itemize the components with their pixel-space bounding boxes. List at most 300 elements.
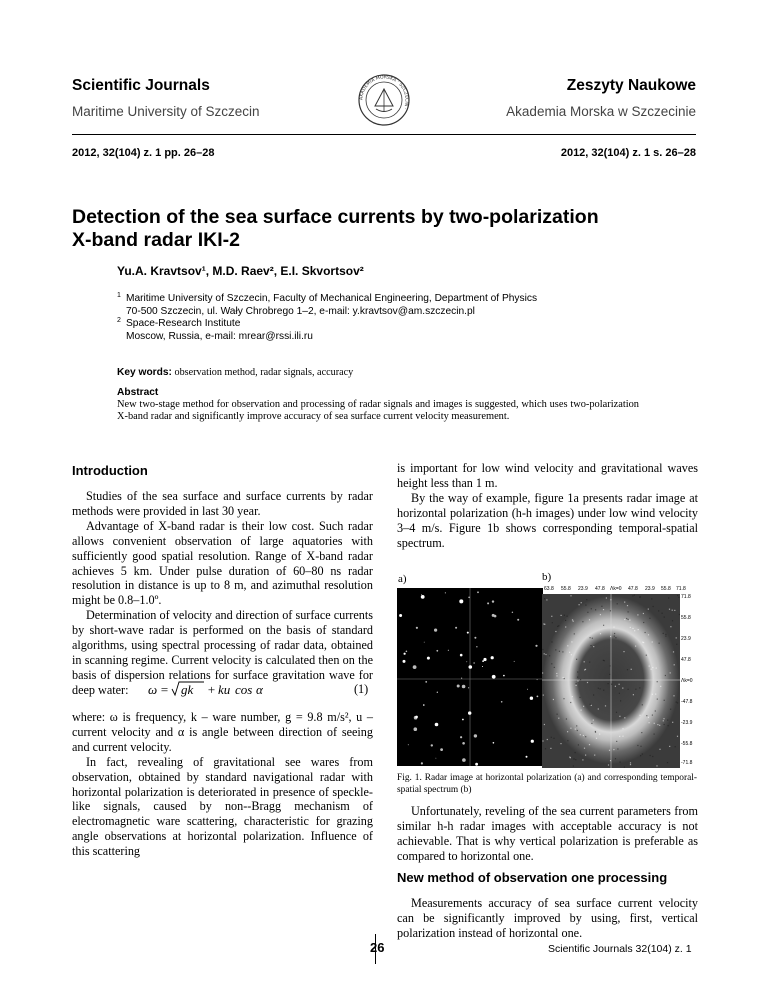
- spectrum-speckle: [630, 764, 631, 765]
- spectrum-speckle: [576, 685, 577, 686]
- radar-speckle: [406, 651, 408, 653]
- radar-speckle: [459, 599, 463, 603]
- spectrum-speckle: [652, 667, 653, 668]
- spectrum-speckle: [589, 744, 590, 745]
- radar-speckle: [462, 685, 466, 689]
- figure-1b-plot: [542, 594, 680, 768]
- spectrum-speckle: [569, 652, 570, 653]
- radar-speckle: [501, 701, 503, 703]
- spectrum-speckle: [590, 704, 591, 705]
- spectrum-speckle: [591, 723, 592, 724]
- spectrum-speckle: [582, 621, 583, 622]
- figure-1b-top-ticks: 63.8 55.8 23.9 47.8 Λk=0 47.8 23.9 55.8 71.8: [544, 586, 686, 592]
- spectrum-speckle: [616, 741, 617, 742]
- radar-speckle: [431, 744, 433, 746]
- spectrum-speckle: [546, 599, 547, 600]
- spectrum-speckle: [583, 706, 584, 707]
- spectrum-speckle: [628, 689, 629, 690]
- spectrum-speckle: [578, 744, 579, 745]
- radar-speckle: [413, 665, 417, 669]
- radar-speckle: [492, 614, 495, 617]
- spectrum-speckle: [619, 736, 620, 737]
- spectrum-speckle: [577, 677, 578, 678]
- spectrum-speckle: [584, 748, 585, 749]
- spectrum-speckle: [645, 632, 646, 633]
- spectrum-speckle: [624, 717, 625, 718]
- spectrum-speckle: [655, 694, 656, 695]
- spectrum-speckle: [677, 702, 678, 703]
- spectrum-speckle: [623, 651, 624, 652]
- radar-speckle: [535, 645, 537, 647]
- spectrum-speckle: [584, 661, 585, 662]
- spectrum-speckle: [542, 672, 543, 673]
- spectrum-speckle: [615, 686, 616, 687]
- spectrum-speckle: [642, 642, 643, 643]
- radar-speckle: [460, 654, 463, 657]
- radar-speckle: [467, 632, 469, 634]
- spectrum-speckle: [545, 654, 546, 655]
- spectrum-speckle: [543, 695, 544, 696]
- spectrum-speckle: [617, 748, 618, 749]
- equation-number: (1): [354, 682, 369, 696]
- spectrum-speckle: [663, 633, 664, 634]
- spectrum-speckle: [561, 615, 562, 616]
- radar-speckle: [537, 696, 539, 698]
- spectrum-speckle: [614, 636, 615, 637]
- svg-text:+: +: [207, 682, 216, 697]
- spectrum-speckle: [592, 638, 593, 639]
- spectrum-speckle: [558, 625, 559, 626]
- radar-speckle: [466, 661, 467, 662]
- spectrum-speckle: [610, 599, 611, 600]
- radar-speckle: [424, 642, 425, 643]
- spectrum-speckle: [640, 746, 641, 747]
- spectrum-speckle: [573, 758, 574, 759]
- radar-speckle: [477, 591, 479, 593]
- radar-speckle: [425, 681, 427, 683]
- spectrum-speckle: [670, 672, 671, 673]
- paragraph: Unfortunately, reveling of the sea current parameters from similar h-h radar images with acceptable accuracy is not achievable. That is why vertical polarization is preferable as compared to horizontal one.: [397, 804, 698, 863]
- spectrum-speckle: [611, 684, 612, 685]
- radar-speckle: [437, 692, 438, 693]
- spectrum-speckle: [565, 620, 566, 621]
- spectrum-speckle: [622, 688, 623, 689]
- svg-text:AKADEMIA MORSKA · SZCZECIN ·: AKADEMIA MORSKA · SZCZECIN ·: [359, 75, 409, 110]
- spectrum-speckle: [610, 760, 611, 761]
- spectrum-speckle: [574, 633, 575, 634]
- spectrum-speckle: [580, 679, 581, 680]
- radar-speckle: [462, 719, 464, 721]
- spectrum-speckle: [560, 743, 561, 744]
- university-seal-logo: [357, 73, 411, 127]
- spectrum-speckle: [619, 762, 620, 763]
- spectrum-speckle: [551, 663, 552, 664]
- header-journal-title-pl: Zeszyty Naukowe: [566, 77, 696, 94]
- spectrum-speckle: [630, 627, 631, 628]
- paper-title-line1: Detection of the sea surface currents by two-polarization: [72, 206, 599, 228]
- spectrum-speckle: [585, 605, 586, 606]
- spectrum-speckle: [571, 641, 572, 642]
- spectrum-speckle: [624, 767, 625, 768]
- spectrum-speckle: [638, 629, 639, 630]
- radar-speckle: [421, 594, 422, 595]
- radar-speckle: [445, 592, 446, 593]
- spectrum-speckle: [591, 705, 592, 706]
- paragraph: Measurements accuracy of sea surface current velocity can be significantly improved by using, first, vertical polarization instead of horizontal one.: [397, 896, 698, 940]
- radar-speckle: [503, 675, 505, 677]
- spectrum-speckle: [631, 669, 632, 670]
- authors: Yu.A. Kravtsov¹, M.D. Raev², E.I. Skvortsov²: [117, 264, 364, 278]
- spectrum-speckle: [669, 609, 670, 610]
- spectrum-speckle: [667, 720, 668, 721]
- radar-speckle: [492, 675, 496, 679]
- spectrum-speckle: [657, 724, 658, 725]
- spectrum-speckle: [547, 739, 548, 740]
- spectrum-speckle: [660, 686, 661, 687]
- spectrum-speckle: [576, 659, 577, 660]
- spectrum-speckle: [673, 695, 674, 696]
- spectrum-speckle: [651, 598, 652, 599]
- spectrum-speckle: [648, 717, 649, 718]
- spectrum-speckle: [575, 752, 576, 753]
- spectrum-speckle: [577, 680, 578, 681]
- radar-speckle: [455, 627, 457, 629]
- spectrum-speckle: [629, 620, 630, 621]
- spectrum-speckle: [589, 619, 590, 620]
- spectrum-speckle: [558, 718, 559, 719]
- spectrum-speckle: [595, 609, 596, 610]
- paper-title-line2: X-band radar IKI-2: [72, 229, 240, 251]
- spectrum-speckle: [676, 702, 677, 703]
- spectrum-speckle: [566, 718, 567, 719]
- figure-1a-radar-image: [397, 588, 543, 766]
- spectrum-speckle: [627, 669, 628, 670]
- spectrum-speckle: [598, 688, 599, 689]
- spectrum-speckle: [620, 700, 621, 701]
- spectrum-speckle: [555, 631, 556, 632]
- spectrum-speckle: [565, 626, 566, 627]
- svg-text:ω: ω: [148, 682, 158, 697]
- spectrum-speckle: [652, 756, 653, 757]
- spectrum-speckle: [554, 667, 555, 668]
- spectrum-speckle: [550, 748, 551, 749]
- paragraph: Advantage of X-band radar is their low cost. Such radar allows convenient observation of large aquatories with sufficiently good spatial resolution. Range of X-band radar achieves 5 km. Under pulse duration of 60–80 ns radar resolution in distance is up to 8 m, and azimuthal resolution might be 0.8–1.0º.: [72, 518, 373, 608]
- spectrum-speckle: [589, 662, 590, 663]
- spectrum-speckle: [634, 595, 635, 596]
- spectrum-speckle: [615, 637, 616, 638]
- spectrum-speckle: [603, 660, 604, 661]
- radar-speckle: [475, 763, 478, 766]
- spectrum-speckle: [544, 724, 545, 725]
- spectrum-speckle: [677, 736, 678, 737]
- spectrum-speckle: [614, 633, 615, 634]
- radar-speckle: [414, 727, 418, 731]
- header-journal-title-en: Scientific Journals: [72, 77, 210, 94]
- left-column-body: [72, 489, 373, 698]
- spectrum-speckle: [553, 699, 554, 700]
- radar-speckle: [416, 627, 418, 629]
- spectrum-speckle: [567, 731, 568, 732]
- spectrum-speckle: [676, 644, 677, 645]
- radar-speckle: [468, 711, 471, 714]
- radar-speckle: [493, 742, 495, 744]
- abstract-text: New two-stage method for observation and processing of radar signals and images is suggested, which uses two-polarization X-band radar and significantly improve accuracy of sea surface current velocity measurement.: [117, 399, 639, 423]
- spectrum-speckle: [649, 666, 650, 667]
- spectrum-speckle: [585, 755, 586, 756]
- spectrum-speckle: [665, 675, 666, 676]
- spectrum-speckle: [595, 731, 596, 732]
- spectrum-speckle: [567, 645, 568, 646]
- spectrum-speckle: [675, 746, 676, 747]
- keywords: Key words: observation method, radar signals, accuracy: [117, 367, 354, 378]
- spectrum-speckle: [669, 746, 670, 747]
- radar-speckle: [440, 748, 443, 751]
- spectrum-speckle: [577, 730, 578, 731]
- spectrum-speckle: [677, 595, 678, 596]
- spectrum-speckle: [555, 649, 556, 650]
- spectrum-speckle: [544, 653, 545, 654]
- spectrum-speckle: [563, 677, 564, 678]
- spectrum-speckle: [577, 671, 578, 672]
- spectrum-speckle: [579, 604, 580, 605]
- radar-speckle: [399, 614, 402, 617]
- spectrum-speckle: [580, 734, 581, 735]
- spectrum-speckle: [643, 622, 644, 623]
- spectrum-speckle: [628, 611, 629, 612]
- spectrum-speckle: [664, 617, 665, 618]
- spectrum-speckle: [576, 683, 577, 684]
- spectrum-speckle: [667, 762, 668, 763]
- paragraph: Determination of velocity and direction of surface currents by short-wave radar is performed on the basis of standard algorithms, using spectral processing of radar data, obtained in scanning regime. Current velocity is calculated then on the basis of dispersion relations for surface gravitation wave for deep water:: [72, 608, 373, 697]
- left-column-body-2: [72, 710, 373, 859]
- equation-1: [148, 680, 298, 704]
- svg-text:α: α: [256, 682, 263, 697]
- spectrum-speckle: [624, 602, 625, 603]
- paragraph: is important for low wind velocity and gravitational waves height less than 1 m.: [397, 461, 698, 490]
- spectrum-speckle: [586, 599, 587, 600]
- paper-title: [72, 206, 692, 252]
- spectrum-speckle: [659, 725, 660, 726]
- spectrum-speckle: [601, 606, 602, 607]
- spectrum-speckle: [549, 655, 550, 656]
- radar-speckle: [434, 629, 437, 632]
- spectrum-speckle: [570, 757, 571, 758]
- figure-1-caption: Fig. 1. Radar image at horizontal polarization (a) and corresponding temporal-spatial spectrum (b): [397, 773, 697, 795]
- spectrum-speckle: [599, 734, 600, 735]
- right-column-body: [397, 461, 698, 550]
- spectrum-speckle: [603, 690, 604, 691]
- spectrum-speckle: [590, 637, 591, 638]
- paragraph: By the way of example, figure 1a presents radar image at horizontal polarization (h-h images) under low wind velocity 3–4 m/s. Figure 1b shows corresponding temporal-spatial spectrum.: [397, 490, 698, 550]
- right-column-body-2: [397, 804, 698, 864]
- spectrum-speckle: [632, 595, 633, 596]
- spectrum-speckle: [642, 753, 643, 754]
- svg-text:ku: ku: [218, 682, 231, 697]
- paragraph: In fact, revealing of gravitational see wares from observation, obtained by standard navigational radar with horizontal polarization is deteriorated in presence of speckle-like signals, caused by non--Bragg mechanism of electromagnetic ware scattering, characteristic for grazing angle observations at horizontal polarization. Influence of this scattering: [72, 754, 373, 859]
- spectrum-speckle: [545, 748, 546, 749]
- spectrum-speckle: [603, 609, 604, 610]
- spectrum-speckle: [575, 759, 576, 760]
- spectrum-speckle: [632, 628, 633, 629]
- radar-speckle: [436, 650, 438, 652]
- header-rule-top: [72, 134, 696, 135]
- spectrum-speckle: [651, 669, 652, 670]
- spectrum-speckle: [622, 728, 623, 729]
- spectrum-speckle: [672, 620, 673, 621]
- radar-speckle: [537, 679, 538, 680]
- spectrum-speckle: [656, 668, 657, 669]
- spectrum-speckle: [649, 618, 650, 619]
- spectrum-speckle: [552, 622, 553, 623]
- spectrum-speckle: [655, 710, 656, 711]
- spectrum-speckle: [596, 738, 597, 739]
- spectrum-speckle: [654, 723, 655, 724]
- spectrum-speckle: [564, 678, 565, 679]
- radar-speckle: [487, 602, 489, 604]
- spectrum-speckle: [646, 715, 647, 716]
- spectrum-speckle: [635, 689, 636, 690]
- spectrum-speckle: [582, 759, 583, 760]
- spectrum-speckle: [630, 762, 631, 763]
- spectrum-speckle: [591, 608, 592, 609]
- spectrum-speckle: [557, 714, 558, 715]
- spectrum-speckle: [587, 682, 588, 683]
- radar-speckle: [468, 687, 469, 688]
- svg-text:=: =: [160, 682, 169, 697]
- spectrum-speckle: [570, 595, 571, 596]
- spectrum-speckle: [643, 613, 644, 614]
- svg-text:gk: gk: [181, 682, 194, 697]
- spectrum-speckle: [542, 649, 543, 650]
- spectrum-speckle: [648, 609, 649, 610]
- spectrum-speckle: [619, 693, 620, 694]
- spectrum-speckle: [598, 708, 599, 709]
- radar-speckle: [423, 704, 425, 706]
- spectrum-speckle: [590, 645, 591, 646]
- radar-speckle: [530, 697, 533, 700]
- spectrum-speckle: [637, 614, 638, 615]
- spectrum-speckle: [664, 700, 665, 701]
- spectrum-speckle: [673, 651, 674, 652]
- spectrum-speckle: [613, 627, 614, 628]
- spectrum-speckle: [665, 636, 666, 637]
- spectrum-speckle: [654, 734, 655, 735]
- spectrum-speckle: [619, 716, 620, 717]
- spectrum-speckle: [670, 709, 671, 710]
- spectrum-speckle: [639, 687, 640, 688]
- spectrum-speckle: [653, 606, 654, 607]
- spectrum-speckle: [593, 720, 594, 721]
- spectrum-speckle: [571, 654, 572, 655]
- spectrum-speckle: [639, 715, 640, 716]
- spectrum-speckle: [652, 715, 653, 716]
- spectrum-speckle: [627, 605, 628, 606]
- spectrum-speckle: [628, 619, 629, 620]
- figure-label-b: b): [542, 571, 552, 583]
- spectrum-speckle: [557, 626, 558, 627]
- figure-1b-right-ticks: 71.8 55.8 23.9 47.8 Λk=0 -47.8 -23.9 -55.8 -71.8: [681, 594, 693, 766]
- spectrum-speckle: [640, 755, 641, 756]
- spectrum-speckle: [593, 646, 594, 647]
- radar-speckle: [460, 736, 462, 738]
- radar-speckle: [421, 762, 423, 764]
- spectrum-speckle: [572, 696, 573, 697]
- spectrum-speckle: [676, 637, 677, 638]
- spectrum-speckle: [573, 621, 574, 622]
- spectrum-speckle: [556, 675, 557, 676]
- spectrum-speckle: [668, 597, 669, 598]
- spectrum-speckle: [609, 674, 610, 675]
- svg-text:cos: cos: [235, 682, 253, 697]
- spectrum-speckle: [581, 710, 582, 711]
- spectrum-speckle: [556, 673, 557, 674]
- spectrum-speckle: [619, 684, 620, 685]
- spectrum-speckle: [553, 738, 554, 739]
- section-heading-new-method: New method of observation one processing: [397, 870, 668, 885]
- spectrum-speckle: [600, 633, 601, 634]
- spectrum-speckle: [678, 597, 679, 598]
- radar-speckle: [462, 758, 466, 762]
- spectrum-speckle: [593, 694, 594, 695]
- radar-speckle: [468, 597, 470, 599]
- spectrum-speckle: [649, 722, 650, 723]
- spectrum-speckle: [679, 614, 680, 615]
- header-university-en: Maritime University of Szczecin: [72, 104, 260, 119]
- radar-speckle: [517, 619, 519, 621]
- spectrum-speckle: [650, 755, 651, 756]
- spectrum-speckle: [659, 749, 660, 750]
- spectrum-speckle: [605, 705, 606, 706]
- spectrum-speckle: [658, 610, 659, 611]
- abstract-heading: Abstract: [117, 387, 159, 398]
- spectrum-speckle: [579, 697, 580, 698]
- radar-speckle: [483, 658, 486, 661]
- spectrum-speckle: [587, 612, 588, 613]
- spectrum-speckle: [617, 603, 618, 604]
- radar-speckle: [415, 716, 418, 719]
- spectrum-speckle: [551, 616, 552, 617]
- radar-speckle: [408, 744, 409, 745]
- radar-speckle: [427, 657, 430, 660]
- figure-label-a: a): [398, 573, 407, 585]
- spectrum-speckle: [572, 619, 573, 620]
- radar-speckle: [474, 637, 476, 639]
- spectrum-speckle: [567, 740, 568, 741]
- radar-speckle: [492, 600, 494, 602]
- page-number: 26: [370, 940, 385, 955]
- citation-right: 2012, 32(104) z. 1 s. 26–28: [560, 147, 696, 159]
- spectrum-speckle: [570, 702, 571, 703]
- spectrum-speckle: [608, 683, 609, 684]
- spectrum-speckle: [581, 602, 582, 603]
- radar-speckle: [469, 665, 473, 669]
- spectrum-speckle: [610, 610, 611, 611]
- figure-1b-spectrum: [542, 586, 697, 768]
- spectrum-speckle: [642, 704, 643, 705]
- spectrum-speckle: [559, 651, 560, 652]
- spectrum-speckle: [635, 646, 636, 647]
- spectrum-speckle: [563, 698, 564, 699]
- spectrum-speckle: [616, 712, 617, 713]
- spectrum-speckle: [662, 613, 663, 614]
- spectrum-speckle: [551, 737, 552, 738]
- spectrum-speckle: [634, 630, 635, 631]
- spectrum-speckle: [542, 740, 543, 741]
- spectrum-speckle: [544, 598, 545, 599]
- spectrum-speckle: [610, 665, 611, 666]
- spectrum-speckle: [585, 736, 586, 737]
- radar-speckle: [474, 662, 475, 663]
